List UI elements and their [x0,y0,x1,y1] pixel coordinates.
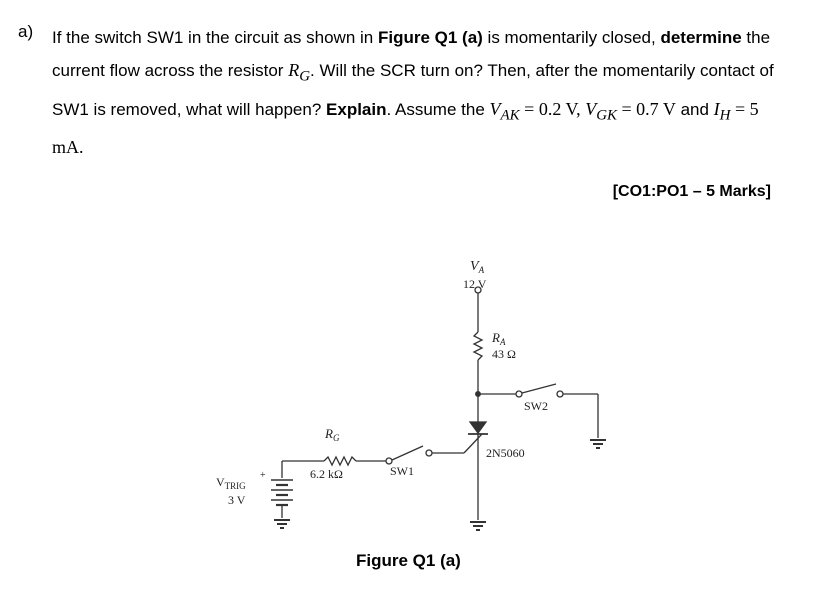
sw2-label: SW2 [524,399,548,413]
ground-right-icon [590,440,606,448]
ground-center-icon [470,522,486,530]
vtrig-value: 3 V [228,493,246,507]
rg-resistor [324,457,356,465]
scr-label: 2N5060 [486,446,525,460]
ra-value: 43 Ω [492,347,516,361]
ra-resistor [474,332,482,360]
sw1-contact-right [426,450,432,456]
va-value: 12 V [463,277,487,291]
question-text: If the switch SW1 in the circuit as shown in Figure Q1 (a) is momentarily closed, determine the current flow across the resistor $R_G$. Will the SCR turn on? Then, after the momentarily contact of SW1 is removed, what will happen? Explain. Assume the $V_{AK} = 0.2$ V, $V_{GK} = 0.7$ V and $I_H = 5$ mA. [52,28,774,158]
sw2-contact-right [557,391,563,397]
vtrig-label: $V_{TRIG}$ [216,475,246,491]
sw2-switch [522,384,556,393]
battery-plus-sign: + [260,470,266,481]
sw1-label: SW1 [390,464,414,478]
figure-reference: Figure Q1 (a) [377,28,483,47]
sw1-switch [392,446,423,460]
va-label: $V_A$ [470,259,485,275]
ground-left-icon [274,520,290,528]
vak-symbol: $V_{AK} = 0.2$ V, $V_{GK} = 0.7$ V [489,98,676,124]
question-label: a) [18,22,34,41]
ih-symbol: $I_H = 5$ mA. [52,98,759,158]
explain-keyword: Explain [326,99,387,119]
rg-value: 6.2 kΩ [310,467,343,481]
figure-caption: Figure Q1 (a) [356,551,461,570]
rg-label: $R_G$ [325,426,340,443]
marks-label: [CO1:PO1 – 5 Marks] [612,183,771,200]
ra-label: $R_A$ [492,330,506,347]
vtrig-battery [271,480,293,505]
determine-keyword: determine [660,28,742,47]
scr-2n5060 [468,422,488,434]
sw2-contact-left [516,391,522,397]
rg-symbol: $R_G$ [288,60,311,85]
